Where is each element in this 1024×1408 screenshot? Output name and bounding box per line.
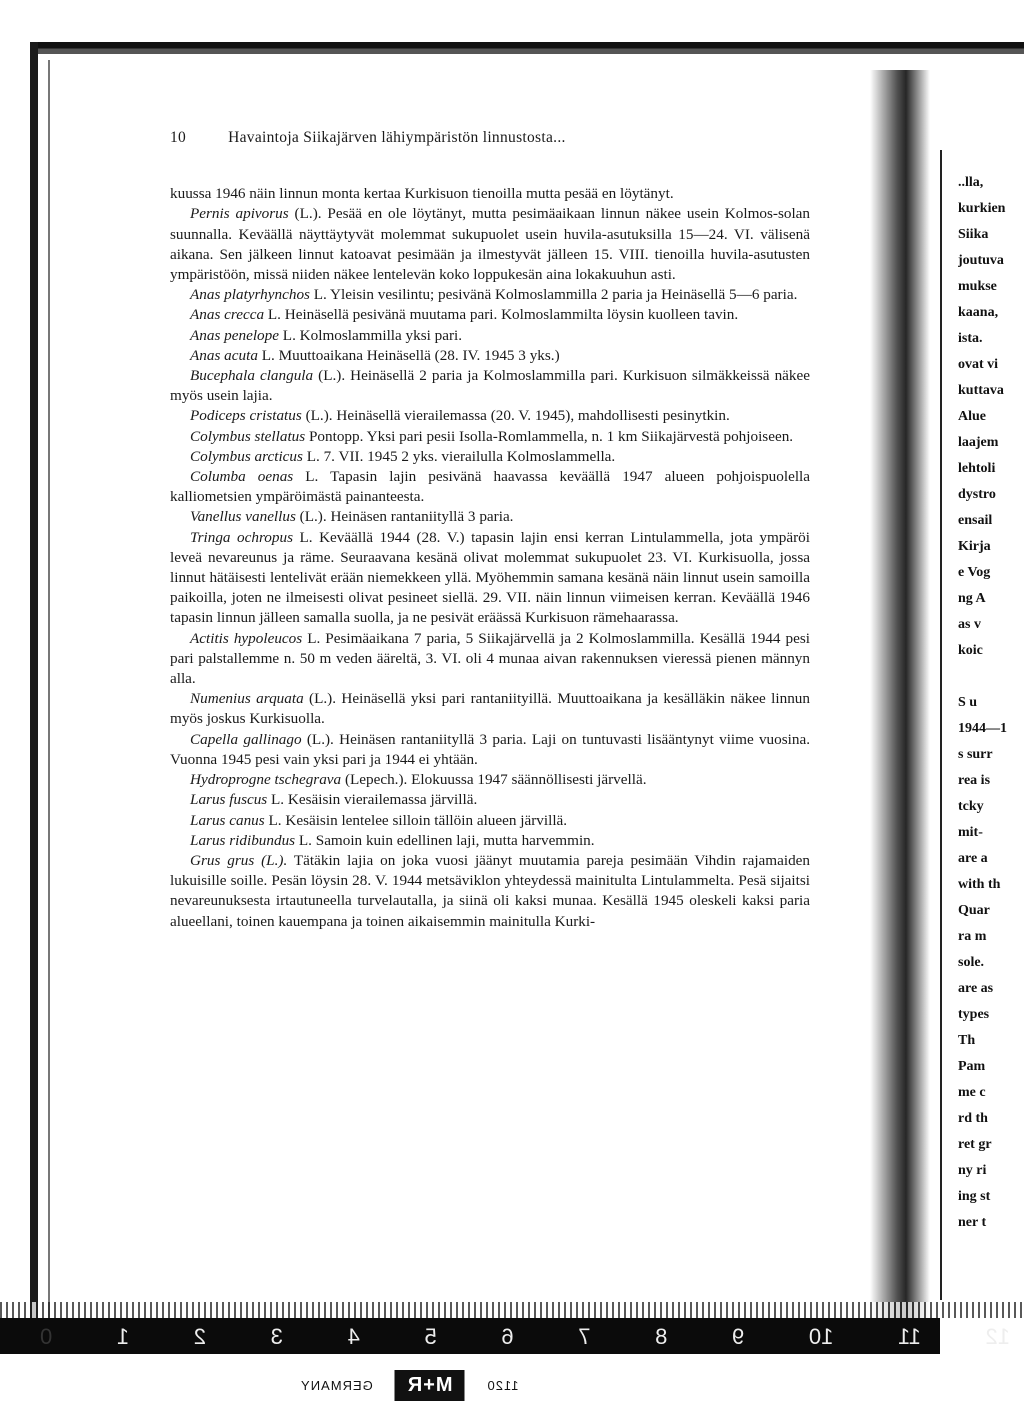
fragment-line: Quar xyxy=(958,903,990,918)
species-name: Colymbus stellatus xyxy=(190,427,306,445)
species-name: Pernis apivorus xyxy=(190,205,289,223)
ruler-number: 1 xyxy=(116,1324,130,1349)
species-entry xyxy=(170,629,810,690)
fragment-line: lehtoli xyxy=(958,461,996,476)
fragment-line: laajem xyxy=(958,435,999,450)
fragment-line: S u xyxy=(958,695,978,710)
fragment-line: as v xyxy=(958,617,981,632)
species-text: Pontopp. Yksi pari pesii Isolla-Romlammella, n. 1 km Siikajärvestä pohjoiseen. xyxy=(305,427,794,445)
maker-country: GERMANY xyxy=(300,1378,373,1393)
species-entry xyxy=(170,730,810,770)
species-name: Grus grus (L.). xyxy=(190,851,288,869)
fragment-line: kuttava xyxy=(958,383,1004,398)
document-page xyxy=(170,128,810,932)
species-name: Bucephala clangula xyxy=(190,367,314,385)
fragment-line: mit- xyxy=(958,825,983,840)
fragment-line: ret gr xyxy=(958,1137,992,1152)
fragment-line: with th xyxy=(958,877,1001,892)
ruler-number: 10 xyxy=(808,1324,834,1349)
species-text: L. Muuttoaikana Heinäsellä (28. IV. 1945 3 yks.) xyxy=(257,346,560,364)
ruler-number: 4 xyxy=(347,1324,360,1349)
species-text: L. Pesimäaikana 7 paria, 5 Siikajärvellä ja 2 Kolmoslammilla. Kesällä 1944 pesi pari palstallemme n. 50 m veden ääreltä, 3. VI. oli 4 munaa aivan rakennuksen vieressä pienen männyn alla. xyxy=(170,629,811,688)
species-name: Larus canus xyxy=(190,811,265,829)
fragment-line: are a xyxy=(958,851,988,866)
species-text: L. Keväällä 1944 (28. V.) tapasin lajin ensi kerran Lintulammella, jota ympäröi leveä nevareunus ja räme. Seuraavana kesänä olivat molemmat sukupuolet 23. VI. Kurkisuolla, jossa linnut hätäisesti lentelivät erään niemekkeen yllä. Myöhemmin samana kesänä näin linnut usein samoilla paikoilla, joten ne ilmeisesti olivat pesineet siellä. 29. VII. näin linnun viimeisen kerran. Keväällä 1946 tapasin linnun jälleen samalla suolla, ja ne pesivät eräässä Kurkisuon rämehaarassa. xyxy=(170,528,810,627)
fragment-line: ny ri xyxy=(958,1163,987,1178)
species-name: Anas crecca xyxy=(190,306,265,324)
fragment-line: types xyxy=(958,1007,990,1022)
fragment-line: Th xyxy=(958,1033,976,1048)
fragment-line: dystro xyxy=(958,487,996,502)
species-text: Tätäkin lajia on joka vuosi jäänyt muutamia pareja pesimään Vihdin rajamaiden lukuisille soille. Pesän löysin 28. V. 1944 metsäviklon yhteydessä mainitulta Lintulammelta. Pesä sijaitsi nevareunuksesta irtautuneella turvelautalla, ja siinä oli kaksi munaa. Kesällä 1945 oleskeli kaksi paria alueellani, toinen kauempana ja toinen aikaisemmin mainitulla Kurki- xyxy=(170,851,810,930)
species-entry xyxy=(170,366,810,406)
species-entry xyxy=(170,406,810,426)
fragment-line: Pam xyxy=(958,1059,986,1074)
species-name: Larus ridibundus xyxy=(190,831,296,849)
ruler-number: 9 xyxy=(732,1324,745,1349)
fragment-line: me c xyxy=(958,1085,986,1100)
species-entry xyxy=(170,204,810,285)
species-text: L. Kolmoslammilla yksi pari. xyxy=(279,326,463,344)
fragment-line: ista. xyxy=(958,331,983,346)
species-name: Columba oenas xyxy=(190,468,294,486)
ruler-number: 2 xyxy=(193,1324,207,1349)
fragment-line: Siika xyxy=(958,227,989,242)
running-header xyxy=(170,128,810,148)
ruler-number: 5 xyxy=(424,1324,437,1349)
ruler-number: 0 xyxy=(40,1324,53,1349)
scan-gutter-shadow xyxy=(870,70,930,1330)
species-name: Capella gallinago xyxy=(190,730,302,748)
species-text: (L.). Heinäsellä 2 paria ja Kolmoslammilla pari. Kurkisuon silmäkkeissä näkee myös usein lajia. xyxy=(170,367,810,405)
species-text: L. Yleisin vesilintu; pesivänä Kolmoslammilla 2 paria ja Heinäsellä 5—6 paria. xyxy=(309,286,798,304)
species-text: L. Tapasin lajin pesivänä haavassa keväällä 1947 alueen pohjoispuolella kalliometsien ympäröimästä painanteesta. xyxy=(170,468,811,506)
fragment-line: sole. xyxy=(958,955,985,970)
species-text: (L.). Pesää en ole löytänyt, mutta pesimäaikaan linnun näkee usein Kolmos-solan suunnalla. Keväällä näyttäytyvät molemmat sukupuolet usein huvila-asutuksilla 15—24. VI. välisenä aikana. Sen jälkeen linnut katoavat pesimään ja ilmestyvät jälleen 15. VIII. tienoilla huvila-asutusten ympäristöön, missä niiden näkee lentelevän koko loppukesän aina lokakuuhun asti. xyxy=(170,205,811,284)
ruler-ticks xyxy=(0,1302,1024,1318)
species-entry xyxy=(170,184,810,204)
ruler-number: 6 xyxy=(501,1324,514,1349)
species-text: L. 7. VII. 1945 2 yks. vierailulla Kolmoslammella. xyxy=(302,447,616,465)
maker-logo: M+R xyxy=(395,1370,465,1401)
ruler-number: 12 xyxy=(985,1324,1010,1349)
species-entry xyxy=(170,689,810,729)
fragment-line xyxy=(958,664,1024,690)
fragment-line: ..lla, xyxy=(958,175,984,190)
species-name: Actitis hypoleucos xyxy=(190,629,303,647)
fragment-line: s surr xyxy=(958,747,993,762)
maker-code: 1120 xyxy=(486,1378,519,1393)
fragment-line: ra m xyxy=(958,929,987,944)
species-text: L. Samoin kuin edellinen laji, mutta harvemmin. xyxy=(295,831,595,849)
running-title: Havaintoja Siikajärven lähiympäristön linnustosta... xyxy=(228,129,566,146)
scan-frame-left-inner xyxy=(48,60,50,1320)
species-name: Vanellus vanellus xyxy=(190,508,296,526)
fragment-line: kurkien xyxy=(958,201,1006,216)
scan-frame-right xyxy=(940,150,942,1300)
species-entry xyxy=(170,770,810,790)
species-entry xyxy=(170,467,810,507)
fragment-line: joutuva xyxy=(958,253,1004,268)
ruler-number: 7 xyxy=(578,1324,591,1349)
species-name: Numenius arquata xyxy=(190,690,304,708)
fragment-line: e Vog xyxy=(958,565,991,580)
species-text: (Lepech.). Elokuussa 1947 säännöllisesti järvellä. xyxy=(341,771,647,789)
fragment-line: Alue xyxy=(958,409,986,424)
scan-frame-top xyxy=(30,42,1024,54)
fragment-line: ensail xyxy=(958,513,993,528)
species-entry xyxy=(170,790,810,810)
fragment-line: mukse xyxy=(958,279,997,294)
species-name: Tringa ochropus xyxy=(190,528,293,546)
species-entry xyxy=(170,831,810,851)
species-entry xyxy=(170,427,810,447)
fragment-line: ng A xyxy=(958,591,986,606)
species-entry xyxy=(170,851,810,932)
fragment-line: ovat vi xyxy=(958,357,999,372)
species-name: Anas platyrhynchos xyxy=(190,286,310,304)
species-name: Colymbus arcticus xyxy=(190,447,303,465)
fragment-line: koic xyxy=(958,643,983,658)
species-text: (L.). Heinäsellä yksi pari rantaniityillä. Muuttoaikana ja kesälläkin näkee linnun myös joskus Kurkisuolla. xyxy=(170,690,810,728)
ruler-number: 11 xyxy=(898,1324,921,1349)
species-text: L. Kesäisin lentelee silloin tällöin alueen järvillä. xyxy=(264,811,568,829)
species-text: L. Heinäsellä pesivänä muutama pari. Kolmoslammilta löysin kuolleen tavin. xyxy=(264,306,739,324)
fragment-line: rd th xyxy=(958,1111,988,1126)
species-name: Podiceps cristatus xyxy=(190,407,302,425)
species-text: L. Kesäisin vierailemassa järvillä. xyxy=(267,791,478,809)
species-entry xyxy=(170,326,810,346)
species-name: Anas acuta xyxy=(190,346,258,364)
fragment-line: 1944—1 xyxy=(958,721,1007,736)
species-entry xyxy=(170,528,810,629)
species-name: Anas penelope xyxy=(190,326,279,344)
species-text: kuussa 1946 näin linnun monta kertaa Kurkisuon tienoilla mutta pesää en löytänyt. xyxy=(170,185,674,203)
species-text: (L.). Heinäsellä vierailemassa (20. V. 1945), mahdollisesti pesinytkin. xyxy=(301,407,730,425)
species-text: (L.). Heinäsen rantaniityllä 3 paria. Laji on tuntuvasti lisääntynyt viime vuosina. Vuonna 1945 pesi vain yksi pari ja 1944 ei yhtään. xyxy=(170,730,810,768)
species-name: Hydroprogne tschegrava xyxy=(190,771,342,789)
species-list xyxy=(170,184,810,932)
fragment-line: ner t xyxy=(958,1215,987,1230)
species-text: (L.). Heinäsen rantaniityllä 3 paria. xyxy=(295,508,514,526)
ruler-number: 3 xyxy=(270,1324,283,1349)
page-number: 10 xyxy=(170,129,187,146)
ruler-numbers xyxy=(40,1322,1010,1352)
ruler-number: 8 xyxy=(655,1324,668,1349)
fragment-line: kaana, xyxy=(958,305,999,320)
fragment-line: are as xyxy=(958,981,994,996)
species-entry xyxy=(170,285,810,305)
fragment-line: Kirja xyxy=(958,539,991,554)
scan-frame-left xyxy=(30,42,38,1332)
fragment-line: ing st xyxy=(958,1189,991,1204)
species-entry xyxy=(170,811,810,831)
species-entry xyxy=(170,447,810,467)
species-entry xyxy=(170,305,810,325)
fragment-line: rea is xyxy=(958,773,991,788)
species-entry xyxy=(170,507,810,527)
fragment-line: tcky xyxy=(958,799,984,814)
adjacent-page-fragment xyxy=(958,170,1024,1236)
maker-imprint xyxy=(300,1370,519,1401)
species-entry xyxy=(170,346,810,366)
species-name: Larus fuscus xyxy=(190,791,268,809)
